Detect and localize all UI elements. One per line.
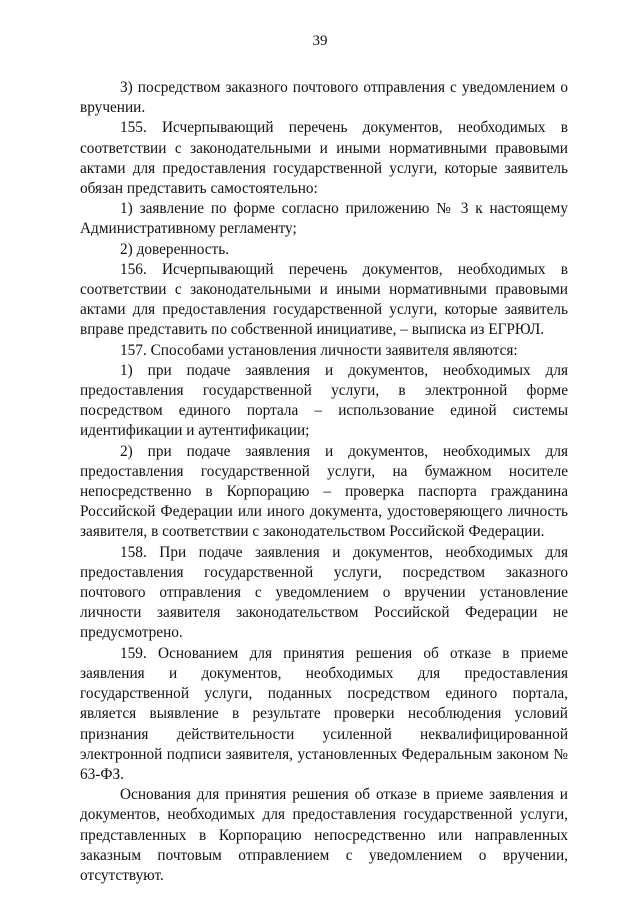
paragraph-item-3-postal: 3) посредством заказного почтового отправления с уведомлением о вручении.: [80, 79, 568, 117]
paragraph-155: 155. Исчерпывающий перечень документов, необходимых в соответствии с законодательными и иными нормативными правовыми актами для предоставления государственной услуги, которые заявитель обязан представить самостоятельно:: [80, 119, 568, 198]
page-number: 39: [312, 33, 328, 49]
paragraph-157-item-1: 1) при подаче заявления и документов, необходимых для предоставления государственной услуги, в электронной форме посредством единого портала – использование единой системы идентификации и аутентификации;: [80, 361, 568, 440]
paragraph-155-item-1: 1) заявление по форме согласно приложению № 3 к настоящему Административному регламенту;: [80, 200, 568, 238]
paragraph-157: 157. Способами установления личности заявителя являются:: [120, 341, 518, 359]
paragraph-156: 156. Исчерпывающий перечень документов, необходимых в соответствии с законодательными и иными нормативными правовыми актами для предоставления государственной услуги, которые заявитель вправе представить по собственной инициативе, – выписка из ЕГРЮЛ.: [80, 260, 568, 339]
paragraph-155-item-2: 2) доверенность.: [120, 240, 230, 258]
paragraph-158: 158. При подаче заявления и документов, необходимых для предоставления государственной услуги, посредством заказного почтового отправления с уведомлением о вручении установление личности заявителя законодательством Российской Федерации не предусмотрено.: [80, 543, 568, 642]
paragraph-157-item-2: 2) при подаче заявления и документов, необходимых для предоставления государственной услуги, на бумажном носителе непосредственно в Корпорацию – проверка паспорта гражданина Российской Федерации или иного документа, удостоверяющего личность заявителя, в соответствии с законодательством Российской Федерации.: [80, 442, 568, 541]
paragraph-159: 159. Основанием для принятия решения об отказе в приеме заявления и документов, необходимых для предоставления государственной услуги, поданных посредством единого портала, является выявление в результате проверки несоблюдения условий признания действительности усиленной неквалифицированной электронной подписи заявителя, установленных Федеральным законом № 63-ФЗ.: [80, 644, 568, 783]
document-body: [80, 78, 568, 886]
paragraph-159-continuation: Основания для принятия решения об отказе в приеме заявления и документов, необходимых для предоставления государственной услуги, представленных в Корпорацию непосредственно или направленных заказным почтовым отправлением с уведомлением о вручении, отсутствуют.: [80, 786, 568, 884]
